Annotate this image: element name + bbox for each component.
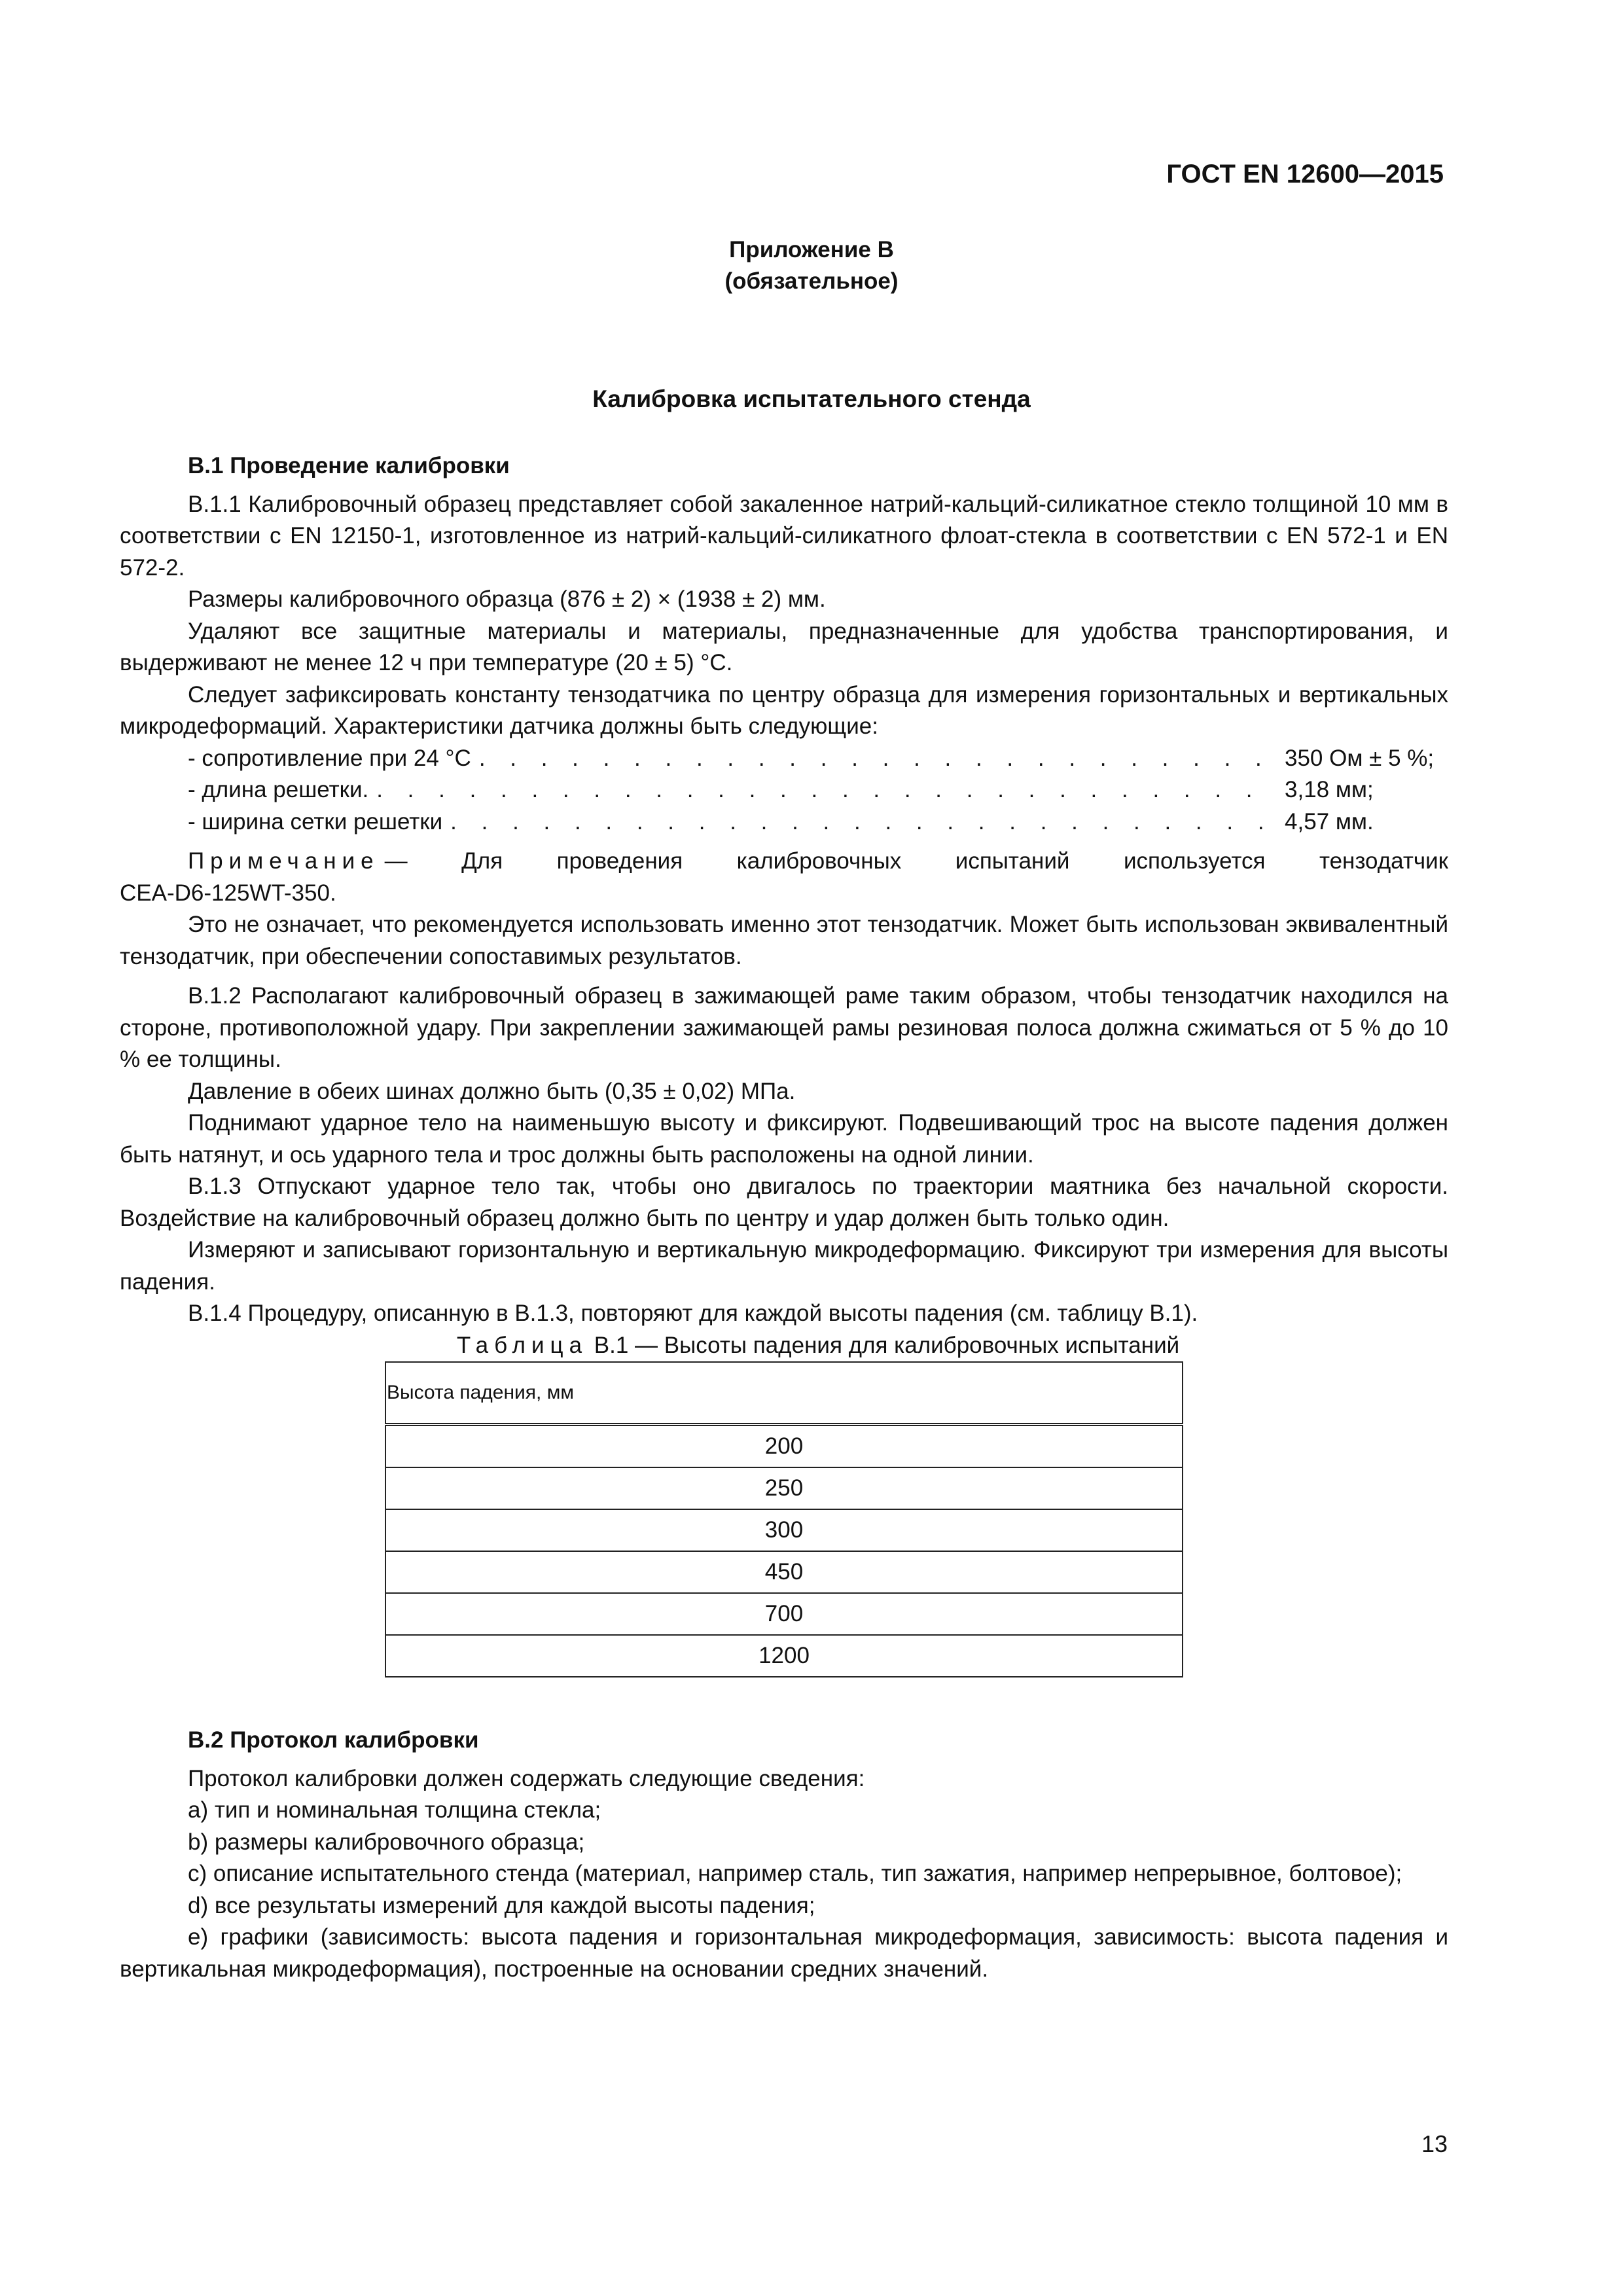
table-row: [385, 1509, 1183, 1551]
table-caption-text: В.1 — Высоты падения для калибровочных испытаний: [594, 1332, 1180, 1358]
document-body: [120, 450, 1448, 1985]
spec-row-resistance: [120, 743, 1448, 775]
page-title: Калибровка испытательного стенда: [592, 386, 1031, 412]
annex-title: Приложение В: [729, 237, 894, 262]
spec-value: 350 Ом ± 5 %;: [1285, 745, 1435, 771]
spec-label: - длина решетки.: [188, 777, 369, 802]
dot-leader: [479, 743, 1273, 775]
page-number: 13: [1421, 2130, 1448, 2157]
table-cell: 300: [385, 1509, 1183, 1551]
paragraph-measure: Измеряют и записывают горизонтальную и вертикальную микродеформацию. Фиксируют три измерения для высоты падения.: [120, 1237, 1448, 1295]
table-cell: 1200: [385, 1635, 1183, 1677]
table-row: [385, 1635, 1183, 1677]
note-equivalent: Это не означает, что рекомендуется использовать именно этот тензодатчик. Может быть использован эквивалентный тензодатчик, при обеспечении сопоставимых результатов.: [120, 912, 1448, 969]
note-label: Примечание: [188, 848, 380, 874]
spec-row-grid-width: [120, 806, 1448, 838]
paragraph-impactor: Поднимают ударное тело на наименьшую высоту и фиксируют. Подвешивающий трос на высоте падения должен быть натянут, и ось ударного тела и трос должны быть расположены на одной линии.: [120, 1110, 1448, 1168]
table-caption: [120, 1330, 1448, 1362]
paragraph-dimensions: Размеры калибровочного образца (876 ± 2) × (1938 ± 2) мм.: [188, 586, 826, 612]
paragraph-strain-gauge: Следует зафиксировать константу тензодатчика по центру образца для измерения горизонтальных и вертикальных микродеформаций. Характеристики датчика должны быть следующие:: [120, 681, 1448, 739]
spec-value: 4,57 мм.: [1285, 808, 1374, 834]
drop-heights-table: [385, 1361, 1183, 1677]
table-caption-label: Таблица: [456, 1332, 588, 1358]
table-cell: 450: [385, 1551, 1183, 1593]
table-cell: 700: [385, 1593, 1183, 1635]
table-header: Высота падения, мм: [385, 1362, 1183, 1425]
table-row: [385, 1467, 1183, 1509]
paragraph-b12: В.1.2 Располагают калибровочный образец в зажимающей раме таким образом, чтобы тензодатчик находился на стороне, противоположной удару. При закреплении зажимающей рамы резиновая полоса должна сжиматься от 5 % до 10 % ее толщины.: [120, 983, 1448, 1072]
paragraph-b13: В.1.3 Отпускают ударное тело так, чтобы оно двигалось по траектории маятника без начальной скорости. Воздействие на калибровочный образец должно быть по центру и удар должен быть только один.: [120, 1174, 1448, 1231]
protocol-item-e: e) графики (зависимость: высота падения и горизонтальная микродеформация, зависимость: высота падения и вертикальная микродеформация), построенные на основании средних значений.: [120, 1924, 1448, 1982]
paragraph-conditioning: Удаляют все защитные материалы и материалы, предназначенные для удобства транспортирования, и выдерживают не менее 12 ч при температуре (20 ± 5) °С.: [120, 618, 1448, 675]
dot-leader: [376, 774, 1273, 806]
dot-leader: [450, 806, 1273, 838]
standard-designation: ГОСТ EN 12600—2015: [1166, 160, 1444, 188]
table-row: [385, 1593, 1183, 1635]
table-row: [385, 1425, 1183, 1468]
table-cell: 200: [385, 1425, 1183, 1468]
protocol-item-d: d) все результаты измерений для каждой высоты падения;: [188, 1892, 815, 1918]
paragraph-b11: В.1.1 Калибровочный образец представляет собой закаленное натрий-кальций-силикатное стекло толщиной 10 мм в соответствии с EN 12150-1, изготовленное из натрий-кальций-силикатного флоат-стекла в соответствии с EN 572-1 и EN 572-2.: [120, 491, 1448, 581]
table-row: [385, 1551, 1183, 1593]
spec-value: 3,18 мм;: [1285, 777, 1374, 802]
spec-label: - сопротивление при 24 °С: [188, 745, 471, 771]
protocol-item-b: b) размеры калибровочного образца;: [188, 1829, 585, 1855]
section-heading-b2: В.2 Протокол калибровки: [188, 1727, 479, 1753]
protocol-item-a: a) тип и номинальная толщина стекла;: [188, 1797, 601, 1823]
spec-row-grid-length: [120, 774, 1448, 806]
paragraph-b14: В.1.4 Процедуру, описанную в В.1.3, повторяют для каждой высоты падения (см. таблицу В.1).: [188, 1300, 1198, 1326]
annex-status: (обязательное): [724, 268, 899, 294]
spec-label: - ширина сетки решетки: [188, 808, 443, 834]
paragraph-pressure: Давление в обеих шинах должно быть (0,35 ± 0,02) МПа.: [188, 1078, 796, 1104]
protocol-item-c: c) описание испытательного стенда (материал, например сталь, тип зажатия, например непрерывное, болтовое);: [188, 1861, 1402, 1886]
section-heading-b1: В.1 Проведение калибровки: [188, 453, 510, 478]
note-line: [120, 846, 1448, 878]
annex-heading: [0, 234, 1623, 297]
table-cell: 250: [385, 1467, 1183, 1509]
note-text: — Для проведения калибровочных испытаний используется тензодатчик: [384, 848, 1448, 874]
note-gauge-model: CEA-D6-125WT-350.: [120, 880, 336, 906]
protocol-intro: Протокол калибровки должен содержать следующие сведения:: [188, 1765, 865, 1791]
